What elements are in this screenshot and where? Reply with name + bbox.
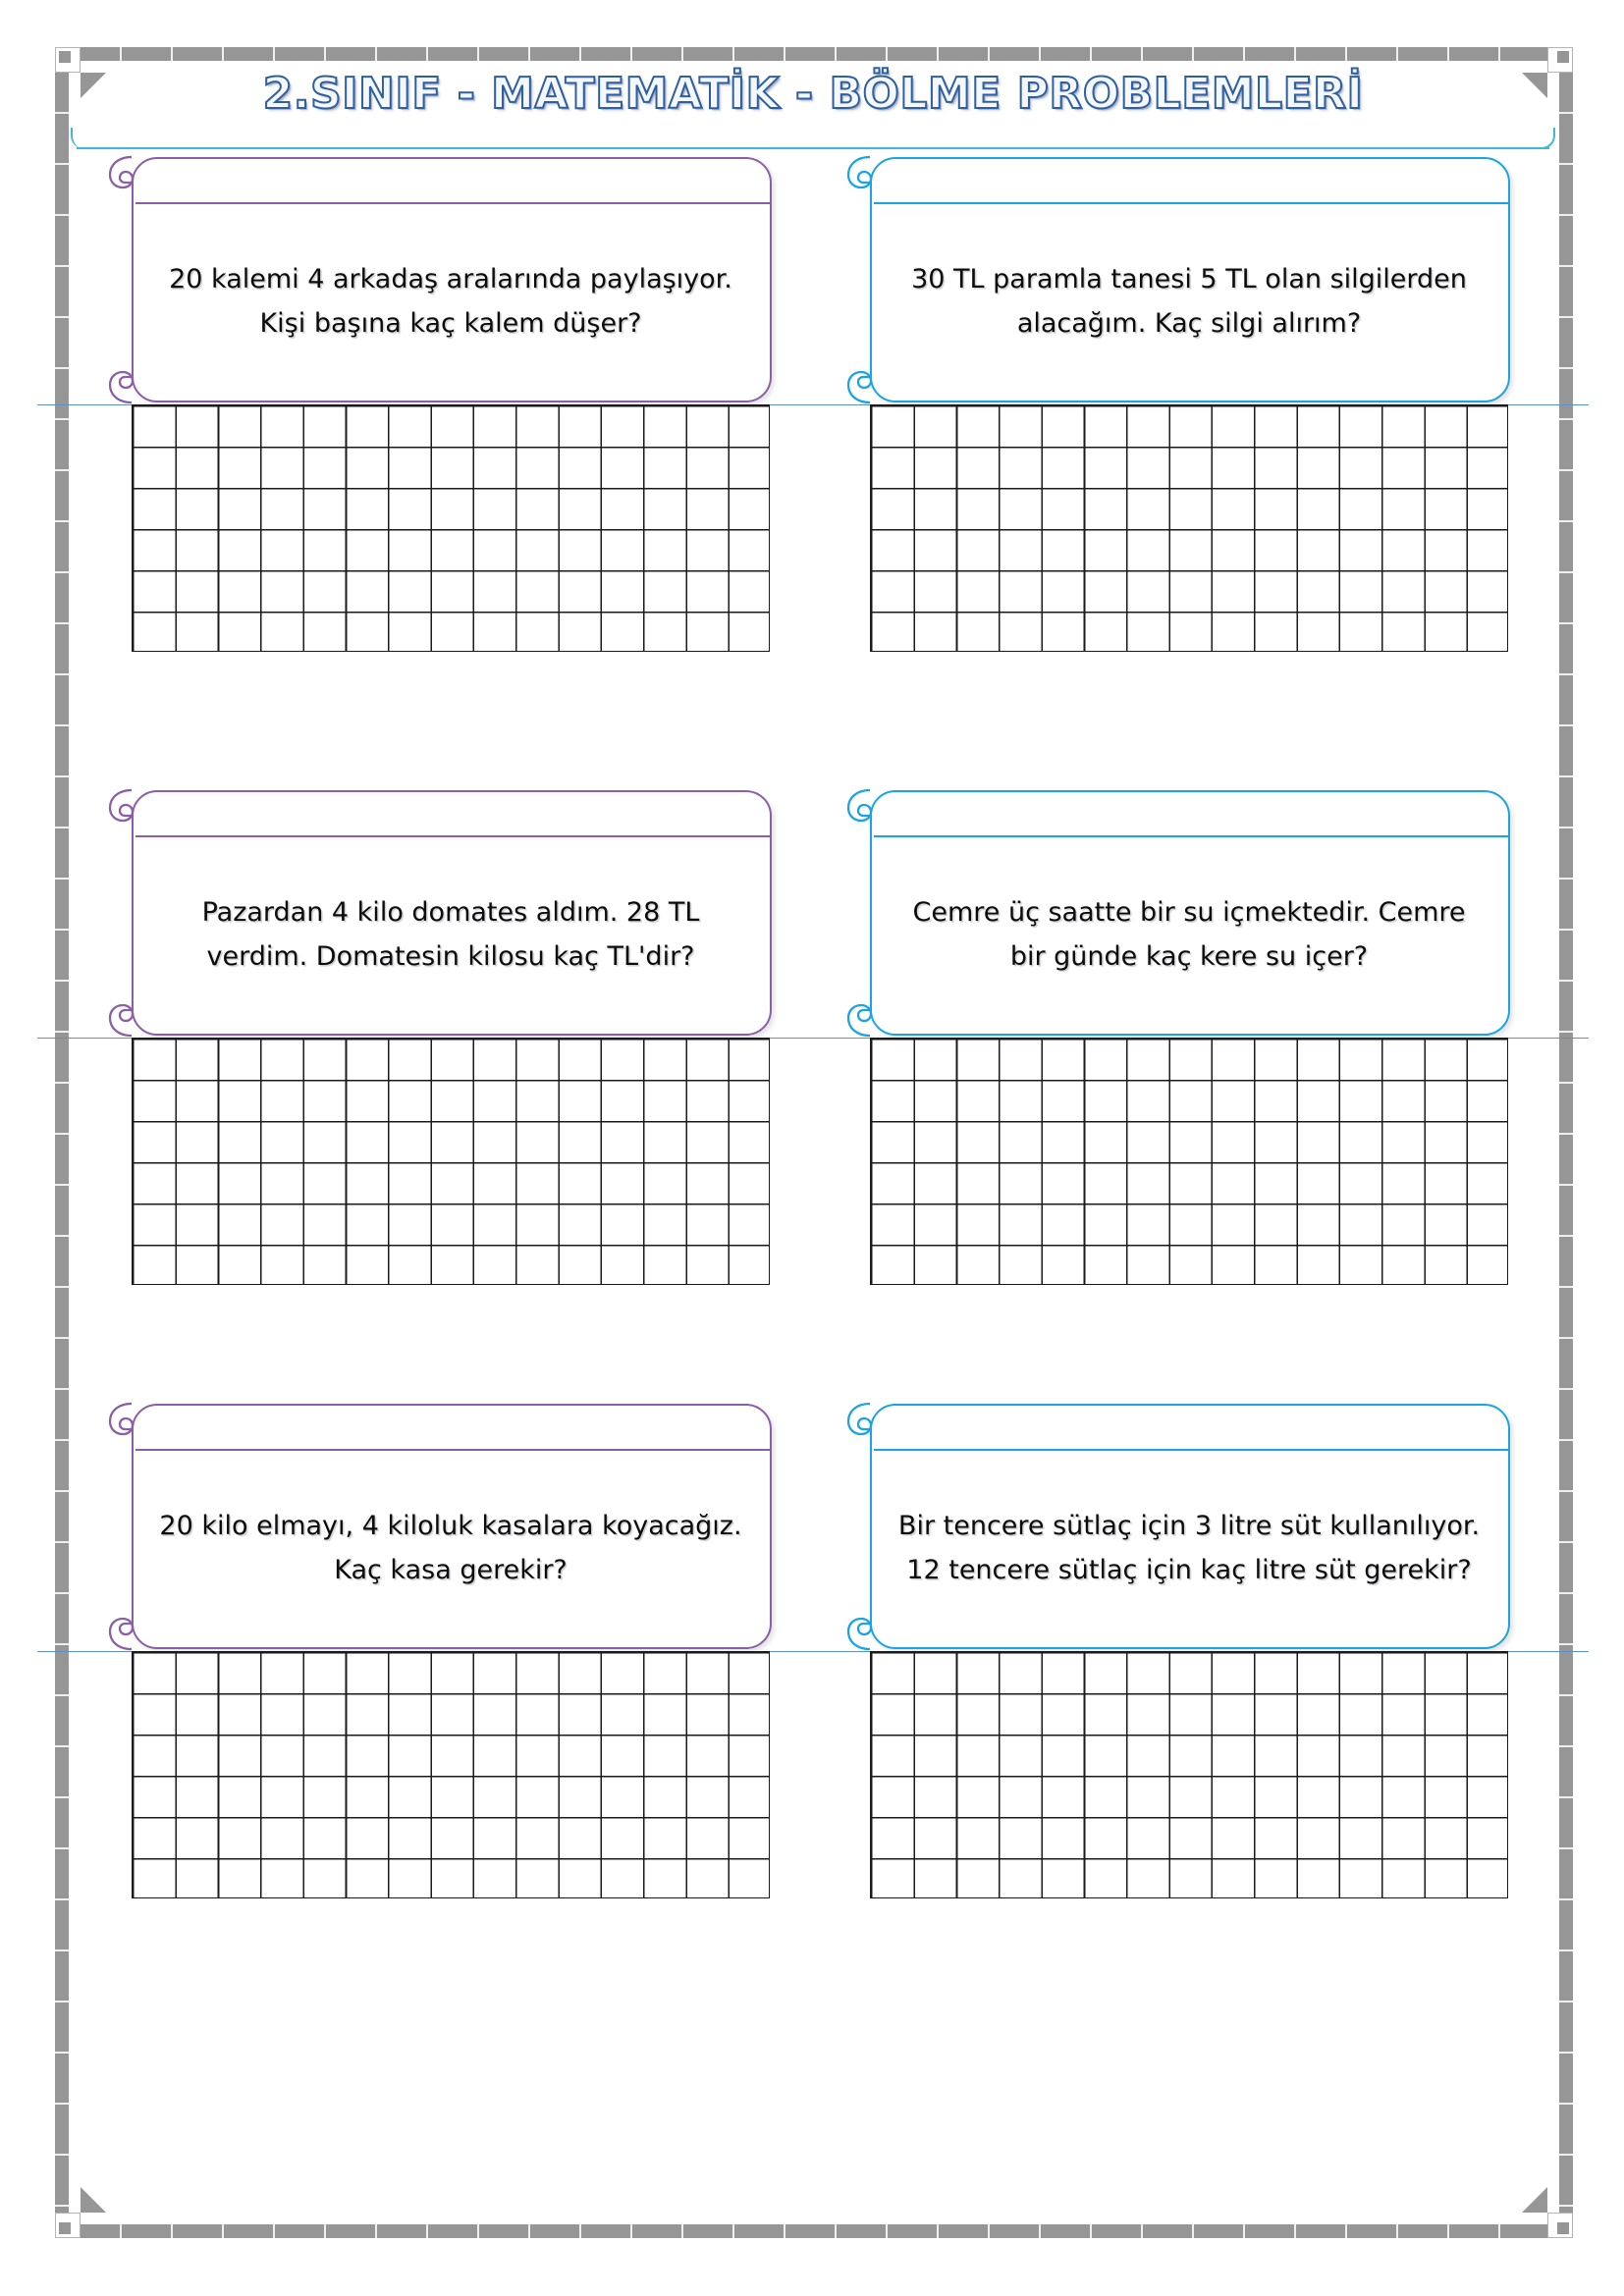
frame-bar-left bbox=[55, 47, 69, 2238]
frame-ticks-right bbox=[1559, 61, 1573, 2224]
frame-ticks-left bbox=[55, 61, 69, 2224]
scroll-curl-icon bbox=[108, 990, 155, 1038]
crop-dot-bottom-left bbox=[59, 2222, 71, 2234]
grid-edge-bottom bbox=[870, 1897, 1508, 1898]
problem-5-text: 20 kilo elmayı, 4 kiloluk kasalara koyacağız. Kaç kasa gerekir? bbox=[159, 1511, 742, 1585]
problems-area bbox=[77, 157, 1549, 2179]
grid-edge-right bbox=[1507, 1038, 1508, 1285]
grid-edge-right bbox=[769, 404, 770, 652]
scroll-curl-icon bbox=[846, 155, 893, 202]
frame-ticks-bottom bbox=[69, 2224, 1559, 2238]
frame-bar-top bbox=[55, 47, 1573, 61]
frame-bar-bottom bbox=[55, 2224, 1573, 2238]
answer-grid-cells[interactable] bbox=[132, 404, 770, 652]
problem-5-answer-grid[interactable] bbox=[132, 1651, 770, 1898]
frame-ticks-top bbox=[69, 47, 1559, 61]
problem-2 bbox=[842, 157, 1530, 402]
problem-3-text: Pazardan 4 kilo domates aldım. 28 TL verdim. Domatesin kilosu kaç TL'dir? bbox=[201, 897, 700, 972]
problem-2-question-box bbox=[842, 157, 1530, 402]
problem-3 bbox=[104, 790, 791, 1036]
crop-dot-top-left bbox=[59, 51, 71, 63]
problem-4-inner-rule bbox=[874, 835, 1508, 837]
grid-edge-right bbox=[1507, 404, 1508, 652]
problem-3-answer-grid[interactable] bbox=[132, 1038, 770, 1285]
answer-grid-cells[interactable] bbox=[132, 1651, 770, 1898]
problem-1-question-box bbox=[104, 157, 791, 402]
scroll-curl-icon bbox=[108, 1604, 155, 1651]
grid-edge-right bbox=[769, 1038, 770, 1285]
grid-edge-right bbox=[769, 1651, 770, 1898]
grid-edge-bottom bbox=[870, 651, 1508, 652]
grid-edge-right bbox=[1507, 1651, 1508, 1898]
problem-5-inner-rule bbox=[135, 1449, 770, 1451]
problem-5 bbox=[104, 1404, 791, 1649]
corner-arrow-bottom-right bbox=[1522, 2187, 1547, 2213]
scroll-curl-icon bbox=[108, 155, 155, 202]
answer-grid-cells[interactable] bbox=[132, 1038, 770, 1285]
scroll-curl-icon bbox=[108, 357, 155, 404]
frame-bar-right bbox=[1559, 47, 1573, 2238]
page-title: 2.SINIF - MATEMATİK - BÖLME PROBLEMLERİ bbox=[262, 69, 1364, 119]
header-rule-left-curl bbox=[71, 128, 96, 149]
problem-2-answer-grid[interactable] bbox=[870, 404, 1508, 652]
answer-grid-cells[interactable] bbox=[870, 404, 1508, 652]
problem-4-text: Cemre üç saatte bir su içmektedir. Cemre bir günde kaç kere su içer? bbox=[912, 897, 1466, 972]
problem-1-text: 20 kalemi 4 arkadaş aralarında paylaşıyor. Kişi başına kaç kalem düşer? bbox=[169, 264, 732, 339]
corner-arrow-bottom-left bbox=[81, 2187, 106, 2213]
scroll-curl-icon bbox=[846, 788, 893, 835]
answer-grid-cells[interactable] bbox=[870, 1651, 1508, 1898]
problem-2-inner-rule bbox=[874, 202, 1508, 204]
scroll-curl-icon bbox=[846, 1402, 893, 1449]
problem-4-answer-grid[interactable] bbox=[870, 1038, 1508, 1285]
problem-4-question-box bbox=[842, 790, 1530, 1036]
crop-dot-bottom-right bbox=[1557, 2222, 1569, 2234]
problem-3-question-box bbox=[104, 790, 791, 1036]
grid-edge-bottom bbox=[132, 651, 770, 652]
problem-1 bbox=[104, 157, 791, 402]
grid-edge-bottom bbox=[132, 1284, 770, 1285]
problem-6-text: Bir tencere sütlaç için 3 litre süt kullanılıyor. 12 tencere sütlaç için kaç litre süt gerekir? bbox=[897, 1511, 1481, 1585]
crop-mark-bottom-right bbox=[1547, 2213, 1573, 2238]
scroll-curl-icon bbox=[108, 1402, 155, 1449]
worksheet-header bbox=[77, 61, 1549, 153]
scroll-curl-icon bbox=[846, 357, 893, 404]
scroll-curl-icon bbox=[846, 1604, 893, 1651]
crop-dot-top-right bbox=[1557, 51, 1569, 63]
problem-4 bbox=[842, 790, 1530, 1036]
header-rule-right-curl bbox=[1530, 128, 1555, 149]
answer-grid-cells[interactable] bbox=[870, 1038, 1508, 1285]
problem-6-inner-rule bbox=[874, 1449, 1508, 1451]
crop-mark-top-right bbox=[1547, 47, 1573, 73]
scroll-curl-icon bbox=[108, 788, 155, 835]
problem-1-inner-rule bbox=[135, 202, 770, 204]
grid-edge-bottom bbox=[132, 1897, 770, 1898]
problem-6-question-box bbox=[842, 1404, 1530, 1649]
header-divider-rule bbox=[77, 147, 1549, 149]
problem-6-answer-grid[interactable] bbox=[870, 1651, 1508, 1898]
crop-mark-bottom-left bbox=[55, 2213, 81, 2238]
problem-3-inner-rule bbox=[135, 835, 770, 837]
problem-5-question-box bbox=[104, 1404, 791, 1649]
problem-2-text: 30 TL paramla tanesi 5 TL olan silgilerden alacağım. Kaç silgi alırım? bbox=[911, 264, 1467, 339]
grid-edge-bottom bbox=[870, 1284, 1508, 1285]
problem-6 bbox=[842, 1404, 1530, 1649]
problem-1-answer-grid[interactable] bbox=[132, 404, 770, 652]
scroll-curl-icon bbox=[846, 990, 893, 1038]
